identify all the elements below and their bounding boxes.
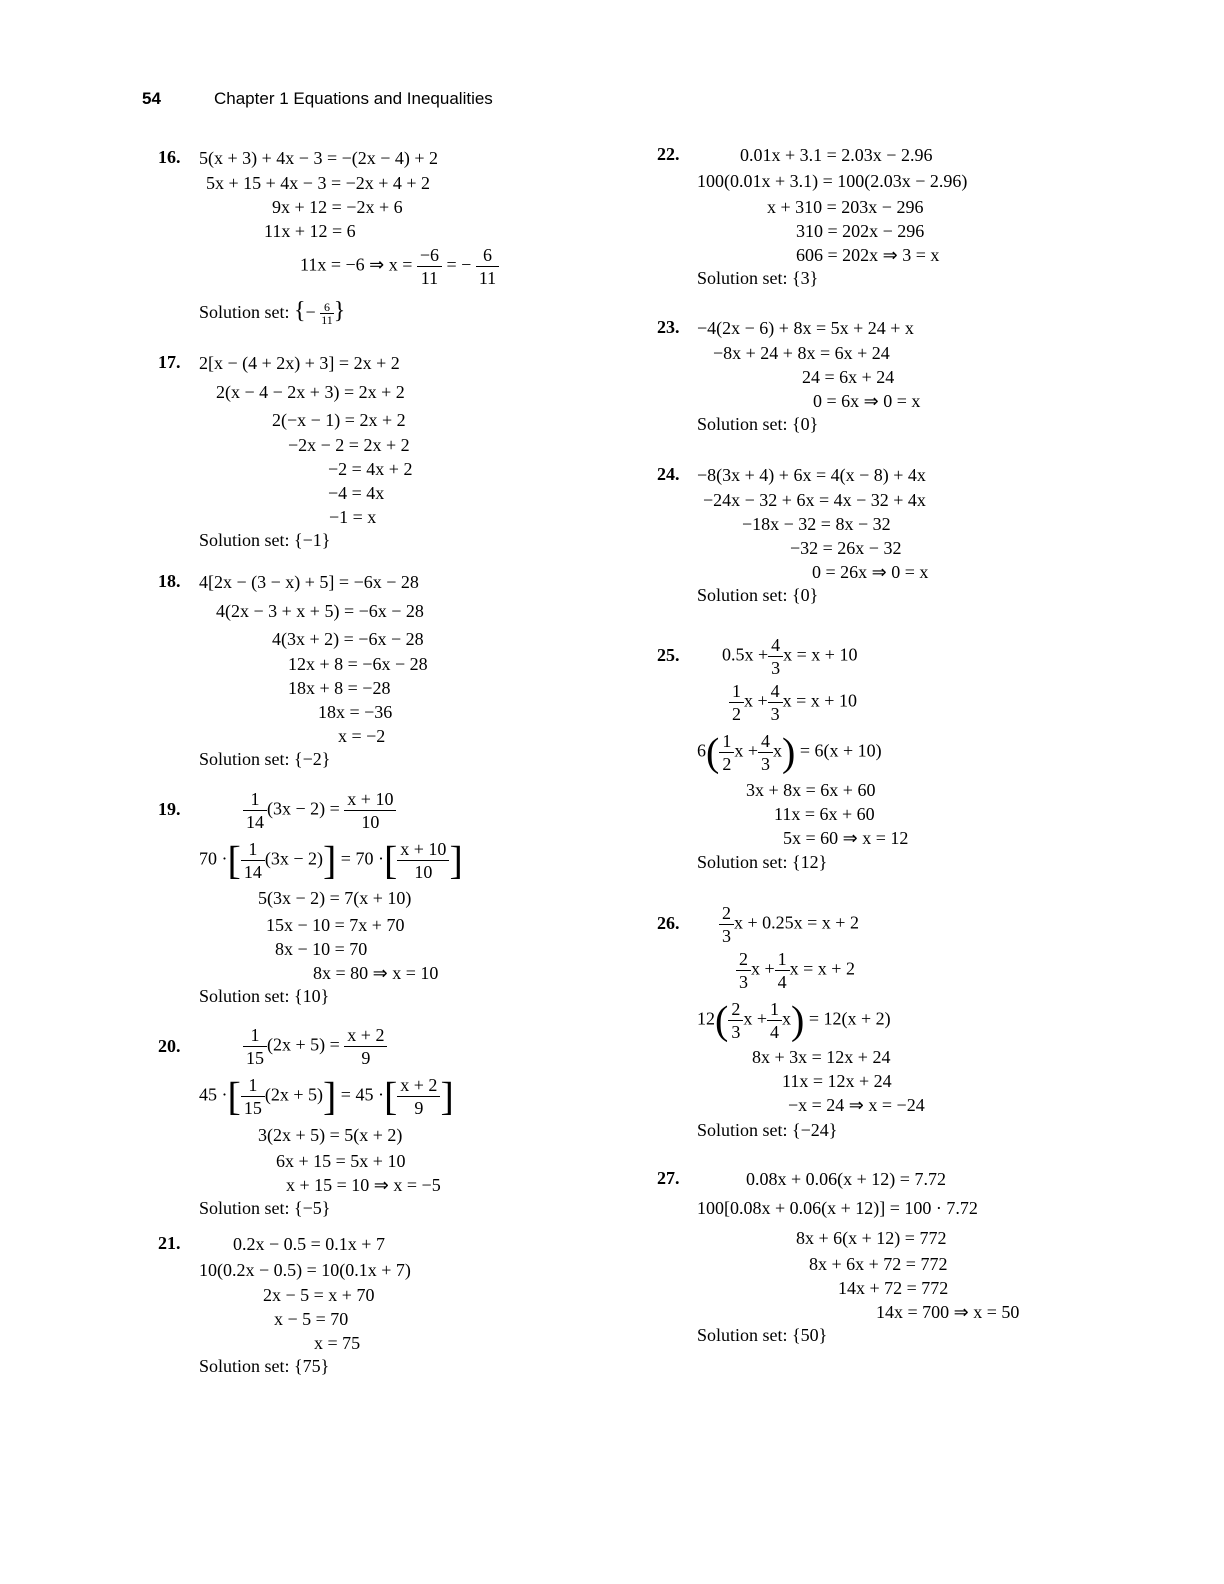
equation-line <box>736 948 855 993</box>
equation-line: 8x − 10 = 70 <box>275 939 368 959</box>
equation-line: 0 = 6x ⇒ 0 = x <box>813 391 921 411</box>
equation-line: x + 310 = 203x − 296 <box>767 197 924 217</box>
equation-line: 606 = 202x ⇒ 3 = x <box>796 245 940 265</box>
solution-label: Solution set: <box>199 1198 290 1218</box>
solution-label: Solution set: <box>199 986 290 1006</box>
solution-label: Solution set: <box>199 749 290 769</box>
solution-label: Solution set: <box>199 1356 290 1376</box>
equation-line <box>243 788 396 833</box>
equation-text: = 6(x + 10) <box>799 740 882 761</box>
equation-line: 2(−x − 1) = 2x + 2 <box>272 410 406 430</box>
solution-set <box>199 530 330 551</box>
page-number: 54 <box>142 89 161 108</box>
solution-value: {12} <box>792 852 828 872</box>
equation-line: 8x + 3x = 12x + 24 <box>752 1047 891 1067</box>
solution-set <box>199 749 330 770</box>
equation-line: 24 = 6x + 24 <box>802 367 895 387</box>
equation-line: 15x − 10 = 7x + 70 <box>266 915 405 935</box>
equation-text: 45 · <box>199 1084 228 1105</box>
equation-line: 14x + 72 = 772 <box>838 1278 949 1298</box>
equation-line: 2(x − 4 − 2x + 3) = 2x + 2 <box>216 382 405 402</box>
solution-set <box>697 1325 827 1346</box>
equation-text: 11x = −6 ⇒ x = <box>300 254 413 275</box>
equation-line: −8x + 24 + 8x = 6x + 24 <box>713 343 890 363</box>
problem-number: 22. <box>657 144 680 164</box>
fraction: $\frac{1}{2}$ <box>729 680 744 725</box>
equation-line: 8x + 6(x + 12) = 772 <box>796 1228 947 1248</box>
fraction: $\frac{1}{14}$ <box>243 788 267 833</box>
equation-line: x − 5 = 70 <box>274 1309 349 1329</box>
solution-label: Solution set: <box>199 530 290 550</box>
problem-number: 25. <box>657 645 680 665</box>
problem-number: 26. <box>657 913 680 933</box>
equation-line: 0.2x − 0.5 = 0.1x + 7 <box>233 1234 385 1254</box>
solution-set <box>199 1198 330 1219</box>
equation-line: 2[x − (4 + 2x) + 3] = 2x + 2 <box>199 353 400 373</box>
equation-line <box>719 902 859 947</box>
equation-text: = 70 · <box>340 848 384 869</box>
problem-number: 27. <box>657 1168 680 1188</box>
solution-set <box>697 414 818 435</box>
equation-text: = 12(x + 2) <box>808 1008 891 1029</box>
fraction: $\frac{2}{3}$ <box>719 902 734 947</box>
fraction: $\frac{4}{3}$ <box>768 680 783 725</box>
equation-line <box>722 634 857 679</box>
fraction: $\frac{x + 2}{9}$ <box>344 1024 387 1069</box>
solution-label: Solution set: <box>199 302 290 322</box>
fraction: $\frac{1}{4}$ <box>775 948 790 993</box>
equation-line: −32 = 26x − 32 <box>790 538 902 558</box>
problem-number: 19. <box>158 799 181 819</box>
solution-label: Solution set: <box>697 268 788 288</box>
fraction: $\frac{x + 10}{10}$ <box>344 788 396 833</box>
equation-text: (3x − 2) = <box>267 798 340 819</box>
equation-line: x = 75 <box>314 1333 361 1353</box>
solution-value: {75} <box>294 1356 330 1376</box>
problem-number: 18. <box>158 571 181 591</box>
equation-line: 8x + 6x + 72 = 772 <box>809 1254 948 1274</box>
equation-text: x + 0.25x = x + 2 <box>734 912 859 933</box>
fraction: $\frac{x + 2}{9}$ <box>397 1074 440 1119</box>
equation-line: 4[2x − (3 − x) + 5] = −6x − 28 <box>199 572 419 592</box>
equation-text: (2x + 5) <box>264 1084 323 1105</box>
fraction: $\frac{6}{11}$ <box>476 244 499 289</box>
problem-number: 17. <box>158 352 181 372</box>
solution-set: Solution set: {− $\frac{6}{11}$ } <box>199 298 346 328</box>
fraction: $\frac{2}{3}$ <box>736 948 751 993</box>
equation-line: −18x − 32 = 8x − 32 <box>742 514 891 534</box>
equation-line <box>243 1024 387 1069</box>
solution-value: {−2} <box>294 749 331 769</box>
solution-label: Solution set: <box>697 414 788 434</box>
equation-text: x = x + 10 <box>783 644 858 665</box>
equation-line: 5x + 15 + 4x − 3 = −2x + 4 + 2 <box>206 173 431 193</box>
equation-line: 6( $\frac{1}{2}$ x + $\frac{4}{3}$ x) = 6(x + 10) <box>697 729 882 775</box>
fraction: $\frac{1}{2}$ <box>719 730 734 775</box>
solution-sign: − <box>305 302 316 322</box>
equation-line: 310 = 202x − 296 <box>796 221 925 241</box>
equation-text: (2x + 5) = <box>267 1034 340 1055</box>
equation-line <box>729 680 857 725</box>
equation-line: 11x = 6x + 60 <box>774 804 875 824</box>
equation-line: 4(3x + 2) = −6x − 28 <box>272 629 424 649</box>
equation-line: −4 = 4x <box>328 483 385 503</box>
problem-number: 16. <box>158 147 181 167</box>
equation-line: 11x + 12 = 6 <box>264 221 356 241</box>
equation-text: (3x − 2) <box>264 848 323 869</box>
equation-text: x + <box>743 1008 767 1029</box>
problem-number: 23. <box>657 317 680 337</box>
equation-line: −1 = x <box>329 507 377 527</box>
equation-line: 2x − 5 = x + 70 <box>263 1285 375 1305</box>
equation-line: 4(2x − 3 + x + 5) = −6x − 28 <box>216 601 424 621</box>
equation-line: 6x + 15 = 5x + 10 <box>276 1151 406 1171</box>
fraction: $\frac{1}{15}$ <box>243 1024 267 1069</box>
equation-line: 5(3x − 2) = 7(x + 10) <box>258 888 412 908</box>
equation-line: 0.01x + 3.1 = 2.03x − 2.96 <box>740 145 933 165</box>
solution-value: {0} <box>792 585 819 605</box>
equation-line: 70 ·[ $\frac{1}{14}$ (3x − 2)] = 70 ·[ $\frac{x + 10}{10}$ ] <box>199 837 463 883</box>
equation-line: 45 ·[ $\frac{1}{15}$ (2x + 5)] = 45 ·[ $\frac{x + 2}{9}$ ] <box>199 1073 454 1119</box>
equation-line: 9x + 12 = −2x + 6 <box>272 197 403 217</box>
solution-label: Solution set: <box>697 1325 788 1345</box>
equation-line: 3x + 8x = 6x + 60 <box>746 780 876 800</box>
equation-line: 12( $\frac{2}{3}$ x + $\frac{1}{4}$ x) = 12(x + 2) <box>697 997 891 1043</box>
equation-line: 14x = 700 ⇒ x = 50 <box>876 1302 1020 1322</box>
solution-label: Solution set: <box>697 852 788 872</box>
solution-set <box>199 986 329 1007</box>
solution-set <box>199 1356 329 1377</box>
equation-text: = 45 · <box>340 1084 384 1105</box>
fraction: $\frac{1}{14}$ <box>241 838 265 883</box>
solution-set <box>697 852 827 873</box>
equation-line: 5(x + 3) + 4x − 3 = −(2x − 4) + 2 <box>199 148 439 168</box>
equation-line: −2x − 2 = 2x + 2 <box>288 435 410 455</box>
equation-text: x + <box>744 690 768 711</box>
problem-number: 24. <box>657 464 680 484</box>
fraction: $\frac{2}{3}$ <box>728 998 743 1043</box>
equation-line: 10(0.2x − 0.5) = 10(0.1x + 7) <box>199 1260 411 1280</box>
equation-text: x + <box>751 958 775 979</box>
solution-value: {−24} <box>792 1120 838 1140</box>
equation-text: 12 <box>697 1008 715 1029</box>
equation-line: −24x − 32 + 6x = 4x − 32 + 4x <box>703 490 926 510</box>
equation-line: 18x + 8 = −28 <box>288 678 391 698</box>
equation-text: = − <box>446 254 472 275</box>
equation-line: 3(2x + 5) = 5(x + 2) <box>258 1125 403 1145</box>
equation-line: −8(3x + 4) + 6x = 4(x − 8) + 4x <box>697 465 926 485</box>
fraction: $\frac{x + 10}{10}$ <box>397 838 449 883</box>
equation-line: x + 15 = 10 ⇒ x = −5 <box>286 1175 441 1195</box>
equation-text: x = x + 2 <box>789 958 855 979</box>
fraction: $\frac{4}{3}$ <box>768 634 783 679</box>
equation-line: 8x = 80 ⇒ x = 10 <box>313 963 439 983</box>
equation-text: 70 · <box>199 848 228 869</box>
equation-line: −2 = 4x + 2 <box>328 459 413 479</box>
equation-line: x = −2 <box>338 726 386 746</box>
equation-line: 12x + 8 = −6x − 28 <box>288 654 428 674</box>
fraction: $\frac{-6}{11}$ <box>417 244 442 289</box>
solution-fraction: $\frac{6}{11}$ <box>321 300 333 328</box>
equation-line: 100(0.01x + 3.1) = 100(2.03x − 2.96) <box>697 171 968 191</box>
equation-line: 11x = 12x + 24 <box>782 1071 892 1091</box>
equation-line: −x = 24 ⇒ x = −24 <box>788 1095 925 1115</box>
solution-value: {0} <box>792 414 819 434</box>
problem-number: 21. <box>158 1233 181 1253</box>
solution-value: {10} <box>294 986 330 1006</box>
equation-text: x = x + 10 <box>782 690 857 711</box>
solution-set <box>697 585 818 606</box>
equation-line: 0.08x + 0.06(x + 12) = 7.72 <box>746 1169 946 1189</box>
solution-value: {−1} <box>294 530 331 550</box>
fraction: $\frac{1}{4}$ <box>767 998 782 1043</box>
equation-text: x + <box>734 740 758 761</box>
solution-value: {−5} <box>294 1198 331 1218</box>
solution-set <box>697 268 818 289</box>
equation-line: −4(2x − 6) + 8x = 5x + 24 + x <box>697 318 914 338</box>
solution-label: Solution set: <box>697 1120 788 1140</box>
equation-line <box>300 244 499 289</box>
equation-line: 18x = −36 <box>318 702 393 722</box>
equation-text: 0.5x + <box>722 644 769 665</box>
equation-line: 0 = 26x ⇒ 0 = x <box>812 562 929 582</box>
solution-value: {3} <box>792 268 819 288</box>
fraction: $\frac{4}{3}$ <box>758 730 773 775</box>
solution-set <box>697 1120 837 1141</box>
equation-text: 6 <box>697 740 706 761</box>
equation-line: 5x = 60 ⇒ x = 12 <box>783 828 909 848</box>
fraction: $\frac{1}{15}$ <box>241 1074 265 1119</box>
problem-number: 20. <box>158 1036 181 1056</box>
solution-value: {50} <box>792 1325 828 1345</box>
equation-line: 100[0.08x + 0.06(x + 12)] = 100 · 7.72 <box>697 1198 978 1218</box>
chapter-title: Chapter 1 Equations and Inequalities <box>214 89 493 108</box>
solution-label: Solution set: <box>697 585 788 605</box>
